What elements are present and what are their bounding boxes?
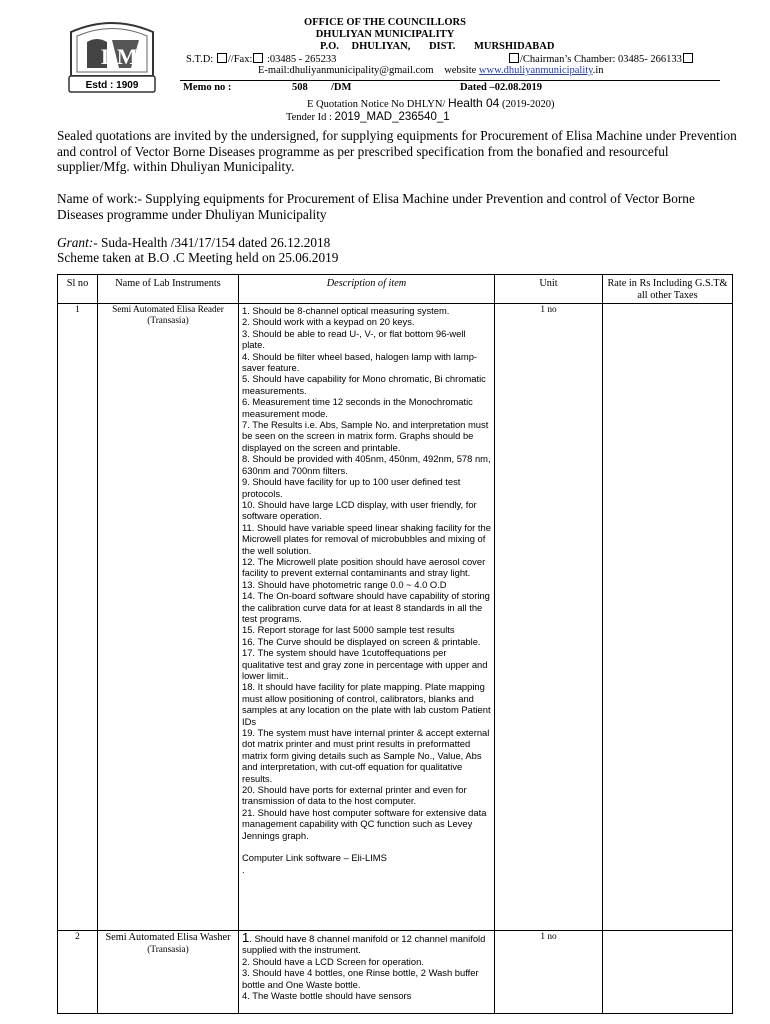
header-unit: Unit bbox=[495, 275, 603, 304]
spec-item: 3. Should have 4 bottles, one Rinse bottle, 2 Wash buffer bottle and One Waste bottle. bbox=[242, 967, 479, 990]
row2-name-suffix: (Transasia) bbox=[147, 945, 189, 955]
tender-id: 2019_MAD_236540_1 bbox=[334, 111, 450, 123]
grant-value: Suda-Health /341/17/154 dated 26.12.2018 bbox=[97, 235, 331, 250]
checkbox-glyph bbox=[683, 53, 693, 63]
grant-label: Grant:- bbox=[57, 235, 98, 250]
memo-label: Memo no : bbox=[183, 82, 232, 93]
tender-line bbox=[286, 111, 450, 124]
website-link[interactable]: www.dhuliyanmunicipality bbox=[478, 65, 593, 76]
spec-item: 6. Measurement time 12 seconds in the Monochromatic measurement mode. bbox=[242, 396, 473, 419]
memo-date: Dated –02.08.2019 bbox=[460, 82, 542, 93]
spec-item: 17. The system should have 1cutoffequations per qualitative test and gray zone in percentage with upper and lower limit.. bbox=[242, 647, 488, 681]
quotation-health: Health 04 bbox=[447, 96, 500, 110]
header-desc: Description of item bbox=[239, 275, 495, 304]
spec-item: 4. The Waste bottle should have sensors bbox=[242, 990, 412, 1002]
std-number: :03485 - 265233 bbox=[267, 54, 337, 65]
table-header-row bbox=[58, 275, 733, 304]
header-divider bbox=[180, 80, 720, 81]
spec-item: 3. Should be able to read U-, V-, or flat bottom 96-well plate. bbox=[242, 327, 466, 351]
spec-item: 19. The system must have internal printer & accept external dot matrix printer and must print results in preformatted matrix form giving details such as Sample No., Value, Abs and interpretation, with cut-off equation for qualitative results. bbox=[242, 727, 490, 784]
quotation-prefix: E Quotation Notice No DHLYN/ bbox=[307, 99, 446, 110]
row2-sl: 2 bbox=[58, 931, 98, 1014]
spec-item: 14. The On-board software should have capability of storing the calibration curve data for at least 8 standards in all the test programs. bbox=[242, 590, 490, 624]
intro-paragraph: Sealed quotations are invited by the undersigned, for supplying equipments for Procurement of Elisa Machine under Prevention and control of Vector Borne Diseases programme as per prescribed specification from the bonafied and resourceful supplier/Mfg. within Dhuliyan Municipality. bbox=[57, 128, 737, 174]
spec-item: 2. Should work with a keypad on 20 keys. bbox=[242, 316, 415, 328]
spec-item: 4. Should be filter wheel based, halogen lamp with lamp-saver feature. bbox=[242, 350, 478, 374]
spec-item: 16. The Curve should be displayed on screen & printable. bbox=[242, 635, 481, 647]
std-prefix: S.T.D: bbox=[186, 54, 214, 65]
row1-name: Semi Automated Elisa Reader (Transasia) bbox=[98, 304, 239, 931]
table-row bbox=[58, 304, 733, 931]
table-row bbox=[58, 931, 733, 1014]
spec-item: 11. Should have variable speed linear shaking facility for the Microwell plates for removal of microbubbles and mixing of the well solution. bbox=[242, 521, 491, 556]
grant-line bbox=[57, 235, 737, 251]
row1-unit: 1 no bbox=[495, 304, 603, 931]
dist-label: DIST. bbox=[428, 41, 456, 52]
po-value: DHULIYAN, bbox=[351, 41, 411, 52]
website-suffix: .in bbox=[592, 65, 604, 76]
row2-rate bbox=[603, 931, 733, 1014]
email: E-mail:dhuliyanmunicipality@gmail.com bbox=[258, 65, 434, 76]
spec-item: 8. Should be provided with 405nm, 450nm, 492nm, 578 nm, 630nm and 700nm filters. bbox=[242, 453, 491, 476]
logo-monogram: DM bbox=[101, 44, 138, 69]
spec-item: 15. Report storage for last 5000 sample test results bbox=[242, 624, 455, 636]
dist-value: MURSHIDABAD bbox=[473, 41, 555, 52]
spec-first-text: . Should have 8 channel manifold or 12 channel manifold supplied with the instrument. bbox=[242, 933, 486, 956]
computer-link-software: Computer Link software – Eli-LIMS bbox=[242, 852, 387, 864]
spec-item: 7. The Results i.e. Abs, Sample No. and interpretation must be seen on the screen in matrix form. Graphs should be displayed on the screen and printable. bbox=[242, 419, 489, 453]
checkbox-glyph bbox=[253, 53, 263, 63]
logo-estd: Estd : 1909 bbox=[85, 80, 139, 91]
items-table bbox=[57, 274, 733, 1014]
office-title: OFFICE OF THE COUNCILLORS bbox=[304, 17, 466, 28]
work-paragraph: Name of work:- Supplying equipments for Procurement of Elisa Machine under Prevention and control of Vector Borne Diseases programme under Dhuliyan Municipality bbox=[57, 191, 695, 222]
row1-sl: 1 bbox=[58, 304, 98, 931]
spec-item: 21. Should have host computer software for extensive data management capability with QC function such as Levey Jennings graph. bbox=[242, 806, 487, 841]
tender-label: Tender Id : bbox=[286, 112, 332, 123]
trailing-dot: . bbox=[242, 863, 245, 875]
spec-item: 9. Should have facility for up to 100 user defined test protocols. bbox=[242, 476, 461, 499]
memo-number: 508 bbox=[292, 82, 308, 93]
po-label: P.O. bbox=[320, 41, 339, 52]
spec-item: 5. Should have capability for Mono chromatic, Bi chromatic measurements. bbox=[242, 373, 486, 396]
municipality-name: DHULIYAN MUNICIPALITY bbox=[315, 29, 455, 40]
row2-name-text: Semi Automated Elisa Washer bbox=[105, 932, 231, 943]
spec-item: 18. It should have facility for plate mapping. Plate mapping must allow positioning of control, calibrators, blanks and samples at any location on the plate with lab custom Patient IDs bbox=[242, 681, 491, 727]
row1-description bbox=[239, 304, 495, 931]
std-fax: //Fax: bbox=[227, 54, 253, 65]
quotation-notice bbox=[307, 97, 554, 111]
spec-item: 1. Should be 8-channel optical measuring system. bbox=[242, 305, 450, 316]
row2-unit: 1 no bbox=[495, 931, 603, 1014]
spec-item: 2. Should have a LCD Screen for operation. bbox=[242, 955, 424, 967]
contact-line bbox=[258, 65, 604, 77]
checkbox-glyph bbox=[217, 53, 227, 63]
row1-rate bbox=[603, 304, 733, 931]
spec-item: 13. Should have photometric range 0.0 ~ 4.0 O.D bbox=[242, 578, 447, 590]
memo-dm: /DM bbox=[331, 82, 352, 93]
header-sl: Sl no bbox=[58, 275, 98, 304]
spec-item bbox=[242, 932, 491, 956]
quotation-year: (2019-2020) bbox=[501, 99, 555, 110]
website-label: website bbox=[444, 65, 477, 76]
header-rate: Rate in Rs Including G.S.T& all other Taxes bbox=[603, 275, 733, 304]
chairman-chamber: /Chairman’s Chamber: 03485- 266133 bbox=[520, 54, 682, 65]
po-line bbox=[320, 41, 554, 53]
spec-item: 12. The Microwell plate position should have aerosol cover facility to prevent external contaminants and stray light. bbox=[242, 555, 486, 579]
scheme-line: Scheme taken at B.O .C Meeting held on 25.06.2019 bbox=[57, 250, 339, 265]
spec-item: 20. Should have ports for external printer and even for transmission of data to the host computer. bbox=[242, 784, 467, 807]
row2-description bbox=[239, 931, 495, 1014]
row2-name bbox=[98, 931, 239, 1014]
spec-first-number: 1 bbox=[242, 930, 250, 945]
checkbox-glyph bbox=[509, 53, 519, 63]
header-name: Name of Lab Instruments bbox=[98, 275, 239, 304]
spec-item: 10. Should have large LCD display, with user friendly, for software operation. bbox=[242, 498, 477, 522]
